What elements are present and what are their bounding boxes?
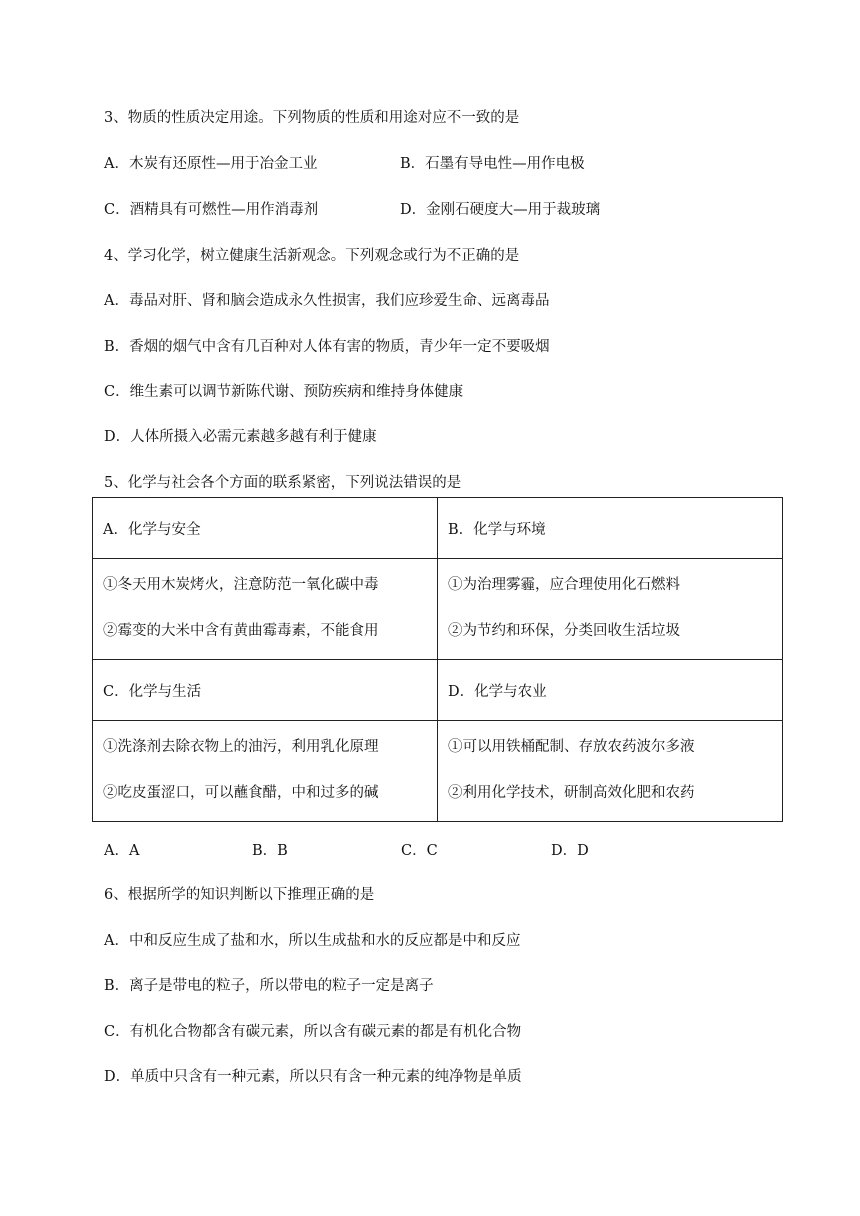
- q4-option-b: B．香烟的烟气中含有几百种对人体有害的物质，青少年一定不要吸烟: [104, 339, 550, 355]
- q5-option-a: A．A: [104, 843, 140, 859]
- q6-option-c: C．有机化合物都含有碳元素，所以含有碳元素的都是有机化合物: [104, 1024, 522, 1040]
- q6-option-b: B．离子是带电的粒子，所以带电的粒子一定是离子: [104, 978, 434, 994]
- cell-line: ①冬天用木炭烤火，注意防范一氧化碳中毒: [103, 577, 379, 593]
- cell-text: C．化学与生活: [103, 683, 202, 700]
- q6-option-a: A．中和反应生成了盐和水，所以生成盐和水的反应都是中和反应: [104, 933, 521, 949]
- q6-stem: 6、根据所学的知识判断以下推理正确的是: [104, 887, 375, 903]
- table-cell-c-head: [93, 660, 438, 721]
- q5-option-b: B．B: [252, 843, 288, 859]
- q5-table: [92, 497, 783, 822]
- q4-stem: 4、学习化学，树立健康生活新观念。下列观念或行为不正确的是: [104, 248, 520, 264]
- cell-line: ②吃皮蛋涩口，可以蘸食醋，中和过多的碱: [103, 785, 379, 801]
- q6-option-d: D．单质中只含有一种元素，所以只有含一种元素的纯净物是单质: [104, 1069, 522, 1085]
- q3-option-b: B．石墨有导电性—用作电极: [400, 156, 585, 172]
- table-row: [93, 559, 783, 660]
- table-cell-a-body: [93, 559, 438, 660]
- table-cell-b-head: [438, 498, 783, 559]
- cell-line: ②霉变的大米中含有黄曲霉毒素，不能食用: [103, 623, 379, 639]
- table-row: [93, 498, 783, 559]
- q3-option-a: A．木炭有还原性—用于冶金工业: [104, 156, 318, 172]
- q3-stem: 3、物质的性质决定用途。下列物质的性质和用途对应不一致的是: [104, 110, 520, 126]
- table-cell-b-body: [438, 559, 783, 660]
- table-cell-d-head: [438, 660, 783, 721]
- q4-option-d: D．人体所摄入必需元素越多越有利于健康: [104, 429, 377, 445]
- table-row: [93, 721, 783, 822]
- q4-option-c: C．维生素可以调节新陈代谢、预防疾病和维持身体健康: [104, 384, 464, 400]
- cell-line: ①洗涤剂去除衣物上的油污，利用乳化原理: [103, 739, 379, 755]
- q5-option-c: C．C: [401, 843, 438, 859]
- q5-option-d: D．D: [551, 843, 589, 859]
- cell-line: ①为治理雾霾，应合理使用化石燃料: [448, 577, 680, 593]
- q4-option-a: A．毒品对肝、肾和脑会造成永久性损害，我们应珍爱生命、远离毒品: [104, 293, 550, 309]
- cell-text: D．化学与农业: [448, 683, 547, 700]
- table-cell-a-head: [93, 498, 438, 559]
- cell-text: A．化学与安全: [103, 521, 201, 538]
- q5-stem: 5、化学与社会各个方面的联系紧密，下列说法错误的是: [104, 475, 462, 491]
- cell-line: ②利用化学技术，研制高效化肥和农药: [448, 785, 695, 801]
- cell-text: B．化学与环境: [448, 521, 546, 538]
- cell-line: ②为节约和环保，分类回收生活垃圾: [448, 623, 680, 639]
- q3-option-d: D．金刚石硬度大—用于裁玻璃: [400, 202, 601, 218]
- table-cell-c-body: [93, 721, 438, 822]
- table-cell-d-body: [438, 721, 783, 822]
- table-row: [93, 660, 783, 721]
- cell-line: ①可以用铁桶配制、存放农药波尔多液: [448, 739, 695, 755]
- q3-option-c: C．酒精具有可燃性—用作消毒剂: [104, 202, 319, 218]
